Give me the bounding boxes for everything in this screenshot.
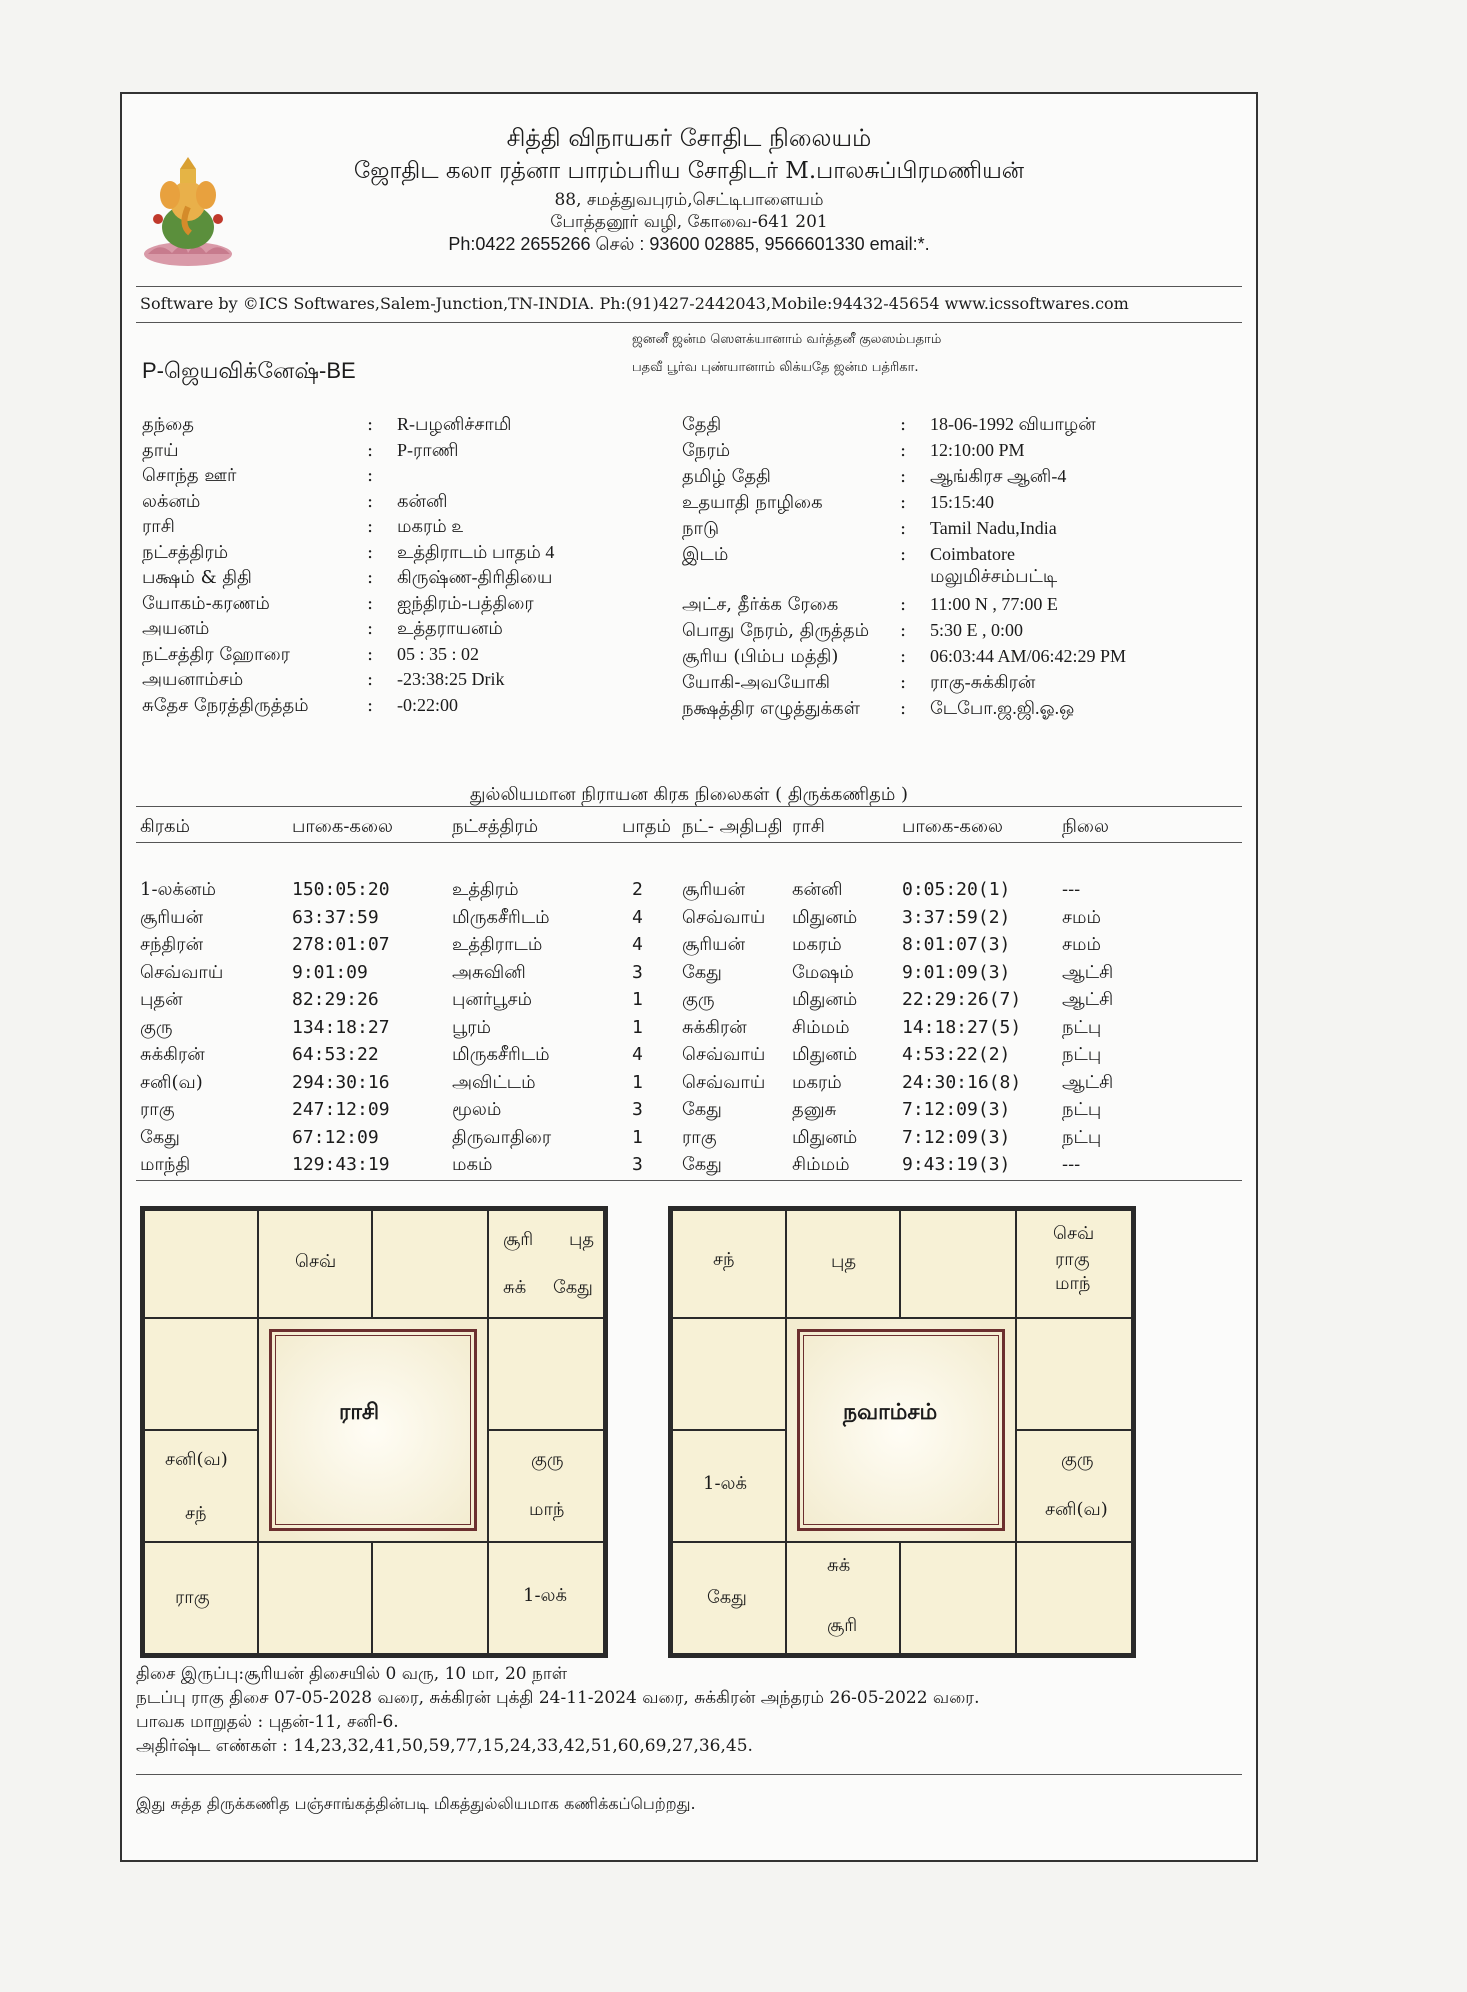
table-cell: ஆட்சி [1062,961,1114,983]
table-cell: மேஷம் [792,961,854,983]
divider [136,286,1242,287]
detail-label: உதயாதி நாழிகை [682,492,823,513]
table-cell: மிதுனம் [792,1126,858,1148]
detail-colon: : [367,516,374,537]
detail-label: தந்தை [142,414,195,435]
detail-label: யோகி-அவயோகி [682,672,831,693]
rasi-cell [487,1317,605,1431]
table-cell: சந்திரன் [140,934,204,955]
table-cell: கேது [682,1099,722,1120]
table-cell: 278:01:07 [292,934,390,955]
table-cell: சனி(வ) [140,1071,203,1093]
table-cell: உத்திரம் [452,879,519,900]
footer-dasa: திசை இருப்பு:சூரியன் திசையில் 0 வரு, 10 மா, 20 நாள் [136,1664,568,1684]
table-cell: மிதுனம் [792,906,858,928]
table-cell: சூரியன் [682,879,746,900]
table-cell: சுக்கிரன் [140,1044,205,1065]
detail-label: யோகம்-கரணம் [142,592,270,614]
table-cell: உத்திராடம் [452,934,543,955]
rasi-cell [143,1209,259,1319]
detail-colon: : [367,567,374,588]
table-cell: 3 [632,1154,643,1175]
table-cell: ஆட்சி [1062,1071,1114,1093]
footer-current-dasa: நடப்பு ராகு திசை 07-05-2028 வரை, சுக்கிரன் புக்தி 24-11-2024 வரை, சுக்கிரன் அந்தரம் 26-05-2022 வரை. [136,1688,980,1708]
table-cell: நட்பு [1062,1099,1102,1120]
rasi-cell [371,1541,489,1655]
detail-value: உத்தராயனம் [397,618,503,638]
table-cell: --- [1062,1154,1081,1175]
header-line2: ஜோதிட கலா ரத்னா பாரம்பரிய சோதிடர் M.பாலசுப்பிரமணியன் [353,158,1025,184]
table-cell: கன்னி [792,879,843,900]
planet-table-title: துல்லியமான நிராயன கிரக நிலைகள் ( திருக்கணிதம் ) [469,784,909,805]
table-cell: 3 [632,961,643,983]
table-cell: செவ்வாய் [682,1071,766,1093]
table-cell: 4:53:22(2) [902,1044,1011,1065]
detail-label: தமிழ் தேதி [682,466,771,487]
horoscope-page [120,92,1258,1862]
table-cell: 9:43:19(3) [902,1154,1011,1175]
detail-value: கிருஷ்ண-திரிதியை [397,567,553,587]
sloka-line2: பதவீ பூர்வ புண்யானாம் லிக்யதே ஜன்ம பத்ரிகா. [632,360,919,375]
detail-label: பொது நேரம், திருத்தம் [682,620,870,641]
detail-colon: : [367,643,374,665]
header-line5: Ph:0422 2655266 செல் : 93600 02885, 9566601330 email:*. [448,234,930,254]
detail-value: 11:00 N , 77:00 E [930,594,1058,614]
rasi-title: ராசி [339,1399,380,1425]
rasi-cell [143,1429,259,1543]
table-cell: 9:01:09(3) [902,961,1011,983]
table-cell: ராகு [682,1126,717,1148]
table-cell: மிதுனம் [792,989,858,1010]
table-cell: குரு [140,1016,173,1038]
table-cell: அசுவினி [452,961,526,983]
footer-lucky-numbers: அதிர்ஷ்ட எண்கள் : 14,23,32,41,50,59,77,15,24,33,42,51,60,69,27,36,45. [136,1736,753,1756]
ornamental-frame [803,1335,999,1525]
table-header-cell: நட்- அதிபதி [682,816,783,837]
table-cell: 150:05:20 [292,879,390,900]
table-cell: 3 [632,1099,643,1120]
table-cell: சமம் [1062,906,1101,928]
table-cell: சூரியன் [682,934,746,955]
detail-colon: : [900,698,907,719]
table-cell: 129:43:19 [292,1154,390,1175]
navamsa-planet: ராகு [1055,1249,1090,1270]
planet-table-body [122,879,1256,1179]
detail-value: உத்திராடம் பாதம் 4 [397,541,555,562]
footer-bhava: பாவக மாறுதல் : புதன்-11, சனி-6. [136,1712,399,1732]
detail-label: அயனாம்சம் [142,669,244,690]
navamsa-cell [671,1429,787,1543]
table-cell: நட்பு [1062,1016,1102,1038]
detail-label: ராசி [142,516,175,537]
rasi-planet: ராகு [175,1587,210,1608]
table-header-cell: நட்சத்திரம் [452,816,539,837]
detail-value: 15:15:40 [930,492,995,512]
rasi-cell [487,1429,605,1543]
detail-colon: : [367,414,374,435]
rasi-chart [140,1206,608,1658]
detail-colon: : [367,541,374,563]
navamsa-cell [899,1209,1017,1319]
navamsa-cell [671,1209,787,1319]
table-cell: செவ்வாய் [140,961,224,983]
detail-label: பக்ஷம் & திதி [142,567,252,588]
rasi-planet: குரு [531,1449,564,1470]
table-cell: மிதுனம் [792,1044,858,1065]
divider [136,1180,1242,1181]
navamsa-planet: குரு [1061,1449,1094,1470]
table-cell: நட்பு [1062,1044,1102,1065]
rasi-planet: செவ் [295,1251,337,1272]
navamsa-planet: புத [831,1251,857,1272]
table-cell: செவ்வாய் [682,1044,766,1065]
rasi-cell [143,1317,259,1431]
table-cell: மூலம் [452,1099,502,1120]
divider [136,806,1242,807]
detail-label: சுதேச நேரத்திருத்தம் [142,694,309,716]
navamsa-cell [671,1317,787,1431]
rasi-planet: சந் [185,1503,207,1524]
table-cell: 294:30:16 [292,1071,390,1093]
table-cell: மாந்தி [140,1154,191,1175]
detail-colon: : [900,440,907,461]
navamsa-cell [899,1541,1017,1655]
rasi-cell [487,1541,605,1655]
detail-label: நேரம் [682,440,731,461]
detail-value: டேபோ.ஜ.ஜி.ஓ.ஒ [930,698,1075,718]
detail-label: நட்சத்திரம் [142,541,229,563]
table-cell: ராகு [140,1099,175,1120]
table-header-cell: பாகை-கலை [902,816,1003,837]
table-cell: மகம் [452,1154,493,1175]
table-cell: 67:12:09 [292,1126,379,1148]
navamsa-cell [1015,1429,1133,1543]
navamsa-planet: சந் [713,1249,735,1270]
navamsa-cell [1015,1541,1133,1655]
navamsa-planet: சூரி [827,1615,858,1636]
table-header-cell: கிரகம் [140,816,191,837]
header-line3: 88, சமத்துவபுரம்,செட்டிபாளையம் [554,190,824,210]
detail-value: P-ராணி [397,439,459,460]
table-header-cell: பாதம் [622,816,672,837]
navamsa-chart [668,1206,1136,1658]
table-cell: 247:12:09 [292,1099,390,1120]
table-cell: 4 [632,906,643,928]
table-header-cell: நிலை [1062,816,1109,837]
detail-colon: : [900,672,907,693]
detail-label: தாய் [142,439,179,461]
rasi-cell [487,1209,605,1319]
detail-label: லக்னம் [142,490,201,512]
table-cell: கேது [682,1154,722,1175]
detail-value: 18-06-1992 வியாழன் [930,414,1096,434]
rasi-planet: சூரி [503,1229,534,1250]
table-cell: பூரம் [452,1016,492,1038]
person-name: P-ஜெயவிக்னேஷ்-BE [142,358,356,383]
rasi-center [257,1317,489,1543]
detail-value: Coimbatore [930,544,1015,564]
detail-value: 05 : 35 : 02 [397,643,480,664]
navamsa-center [785,1317,1017,1543]
table-cell: 2 [632,879,643,900]
table-header-cell: ராசி [792,816,825,837]
detail-label: நக்ஷத்திர எழுத்துக்கள் [682,698,860,719]
detail-label: சூரிய (பிம்ப மத்தி) [682,646,839,667]
detail-label: இடம் [682,544,729,565]
rasi-cell [257,1209,373,1319]
detail-colon: : [367,490,374,512]
detail-label: சொந்த ஊர் [142,465,237,486]
table-cell: கேது [140,1126,180,1148]
table-cell: 14:18:27(5) [902,1016,1022,1038]
detail-colon: : [900,414,907,435]
detail-value: 12:10:00 PM [930,440,1025,460]
rasi-cell [143,1541,259,1655]
table-cell: 4 [632,1044,643,1065]
header-line1: சித்தி விநாயகர் சோதிட நிலையம் [506,124,872,152]
detail-value: ஆங்கிரச ஆனி-4 [930,466,1067,486]
sloka-line1: ஜனனீ ஜன்ம ஸௌக்யானாம் வர்த்தனீ குலஸம்பதாம் [632,332,942,347]
detail-value: R-பழனிச்சாமி [397,414,512,434]
table-cell: சமம் [1062,934,1101,955]
table-cell: புதன் [140,989,183,1010]
table-cell: சுக்கிரன் [682,1016,747,1038]
table-cell: சிம்மம் [792,1154,850,1175]
detail-colon: : [900,620,907,641]
detail-value: மலுமிச்சம்பட்டி [930,566,1058,586]
software-line: Software by ©ICS Softwares,Salem-Junction,TN-INDIA. Ph:(91)427-2442043,Mobile:94432-45654 www.icssoftwares.com [140,294,1129,313]
detail-label: அட்ச, தீர்க்க ரேகை [682,594,839,615]
table-cell: 7:12:09(3) [902,1099,1011,1120]
table-cell: ஆட்சி [1062,989,1114,1010]
rasi-cell [257,1541,373,1655]
rasi-cell [371,1209,489,1319]
table-cell: 134:18:27 [292,1016,390,1038]
table-cell: கேது [682,961,722,983]
navamsa-cell [1015,1209,1133,1319]
detail-label: அயனம் [142,618,210,639]
footer-final: இது சுத்த திருக்கணித பஞ்சாங்கத்தின்படி மிகத்துல்லியமாக கணிக்கப்பெற்றது. [136,1794,696,1813]
detail-colon: : [367,465,374,486]
detail-colon: : [900,646,907,667]
table-cell: மகரம் [792,934,842,955]
navamsa-cell [785,1209,901,1319]
divider [136,322,1242,323]
table-cell: 4 [632,934,643,955]
detail-value: -0:22:00 [397,694,458,715]
table-cell: 82:29:26 [292,989,379,1010]
detail-value: மகரம் ௨ [397,516,465,536]
table-cell: --- [1062,879,1081,900]
navamsa-planet: 1-லக் [703,1473,747,1494]
detail-value: -23:38:25 Drik [397,669,505,689]
rasi-planet: மாந் [529,1499,565,1520]
table-cell: 9:01:09 [292,961,368,983]
table-cell: மிருகசீரிடம் [452,1044,550,1065]
detail-colon: : [367,592,374,614]
table-cell: 1 [632,1071,643,1093]
rasi-planet: 1-லக் [523,1585,567,1606]
table-cell: மிருகசீரிடம் [452,906,550,928]
detail-colon: : [367,439,374,461]
table-header-cell: பாகை-கலை [292,816,393,837]
table-cell: 1 [632,1016,643,1038]
divider [136,1774,1242,1775]
table-cell: சூரியன் [140,906,204,928]
detail-value: Tamil Nadu,India [930,518,1057,538]
table-cell: மகரம் [792,1071,842,1093]
table-cell: புனர்பூசம் [452,989,532,1010]
detail-value: ஐந்திரம்-பத்திரை [397,592,534,613]
detail-colon: : [900,544,907,565]
navamsa-planet: கேது [707,1587,747,1608]
detail-label: நட்சத்திர ஹோரை [142,643,290,665]
header-line4: போத்தனூர் வழி, கோவை-641 201 [550,212,828,232]
rasi-planet: கேது [553,1277,593,1298]
detail-colon: : [367,618,374,639]
detail-value: 06:03:44 AM/06:42:29 PM [930,646,1127,666]
detail-colon: : [367,694,374,716]
detail-value: 5:30 E , 0:00 [930,620,1023,640]
rasi-planet: புத [569,1229,595,1250]
rasi-planet: சனி(வ) [165,1449,228,1470]
table-cell: 64:53:22 [292,1044,379,1065]
rasi-planet: சுக் [503,1277,527,1298]
table-cell: 63:37:59 [292,906,379,928]
table-cell: திருவாதிரை [452,1126,552,1148]
table-cell: தனுசு [792,1099,837,1120]
table-cell: 1-லக்னம் [140,879,216,900]
table-cell: 3:37:59(2) [902,906,1011,928]
detail-value: ராகு-சுக்கிரன் [930,672,1036,692]
table-cell: 8:01:07(3) [902,934,1011,955]
navamsa-planet: செவ் [1053,1223,1095,1244]
table-cell: 0:05:20(1) [902,879,1011,900]
table-cell: 22:29:26(7) [902,989,1022,1010]
detail-colon: : [900,466,907,487]
detail-colon: : [367,669,374,690]
navamsa-planet: மாந் [1055,1273,1091,1294]
table-cell: 24:30:16(8) [902,1071,1022,1093]
navamsa-cell [785,1541,901,1655]
table-cell: செவ்வாய் [682,906,766,928]
divider [136,842,1242,843]
navamsa-title: நவாம்சம் [843,1399,938,1425]
table-cell: சிம்மம் [792,1016,850,1038]
navamsa-cell [1015,1317,1133,1431]
planet-table-header [122,812,1256,840]
detail-colon: : [900,492,907,513]
table-cell: நட்பு [1062,1126,1102,1148]
table-cell: 1 [632,1126,643,1148]
table-cell: 1 [632,989,643,1010]
detail-colon: : [900,594,907,615]
detail-colon: : [900,518,907,539]
detail-label: தேதி [682,414,722,435]
table-cell: 7:12:09(3) [902,1126,1011,1148]
navamsa-planet: சனி(வ) [1045,1499,1108,1520]
detail-label: நாடு [682,518,720,539]
ornamental-frame [275,1335,471,1525]
navamsa-cell [671,1541,787,1655]
navamsa-planet: சுக் [827,1555,851,1576]
table-cell: குரு [682,989,715,1010]
detail-value: கன்னி [397,490,448,511]
table-cell: அவிட்டம் [452,1071,536,1093]
